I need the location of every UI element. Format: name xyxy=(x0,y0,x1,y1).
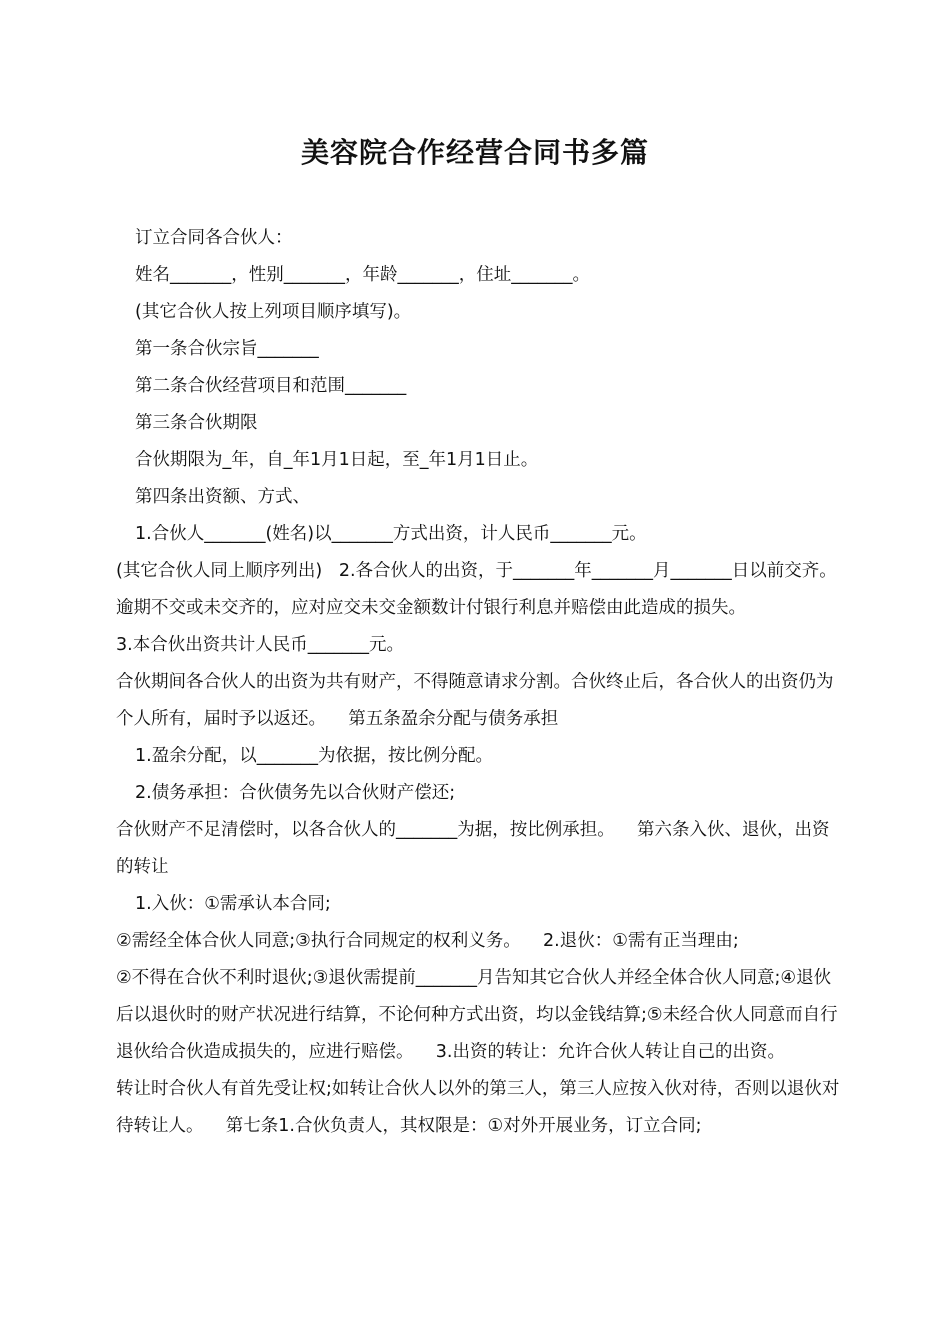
paragraph: 姓名_______，性别_______，年龄_______，住址_______。 xyxy=(135,265,590,285)
paragraph: 转让时合伙人有首先受让权;如转让合伙人以外的第三人，第三人应按入伙对待，否则以退伙对待转让人。 第七条1.合伙负责人，其权限是：①对外开展业务，订立合同; xyxy=(116,1079,840,1136)
paragraph: 1.入伙：①需承认本合同; xyxy=(135,894,331,914)
paragraph: 合伙财产不足清偿时，以各合伙人的_______为据，按比例承担。 第六条入伙、退伙，出资的转让 xyxy=(116,820,830,877)
paragraph: 1.盈余分配，以_______为依据，按比例分配。 xyxy=(135,746,493,766)
paragraph: 第三条合伙期限 xyxy=(135,413,258,433)
paragraph: ②需经全体合伙人同意;③执行合同规定的权利义务。 2.退伙：①需有正当理由; xyxy=(116,931,739,951)
paragraph: 3.本合伙出资共计人民币_______元。 xyxy=(116,635,404,655)
paragraph: (其它合伙人按上列项目顺序填写)。 xyxy=(135,302,412,322)
document-title: 美容院合作经营合同书多篇 xyxy=(300,136,649,169)
paragraph: 1.合伙人_______(姓名)以_______方式出资，计人民币_______元。 xyxy=(135,524,647,544)
paragraph: 第一条合伙宗旨_______ xyxy=(135,339,319,359)
paragraph: 第四条出资额、方式、 xyxy=(135,487,310,507)
paragraph: 合伙期间各合伙人的出资为共有财产，不得随意请求分割。合伙终止后，各合伙人的出资仍为个人所有，届时予以返还。 第五条盈余分配与债务承担 xyxy=(116,672,834,729)
paragraph: ②不得在合伙不利时退伙;③退伙需提前_______月告知其它合伙人并经全体合伙人同意;④退伙后以退伙时的财产状况进行结算，不论何种方式出资，均以金钱结算;⑤未经合伙人同意而自行退伙给合伙造成损失的，应进行赔偿。 3.出资的转让：允许合伙人转让自己的出资。 xyxy=(116,968,838,1062)
paragraph: 逾期不交或未交齐的，应对应交未交金额数计付银行利息并赔偿由此造成的损失。 xyxy=(116,598,746,618)
paragraph: 第二条合伙经营项目和范围_______ xyxy=(135,376,407,396)
paragraph: 2.债务承担：合伙债务先以合伙财产偿还; xyxy=(135,783,456,803)
paragraph: 订立合同各合伙人： xyxy=(135,228,293,248)
document-body xyxy=(116,220,840,1145)
paragraph: (其它合伙人同上顺序列出) 2.各合伙人的出资，于_______年_______月_______日以前交齐。 xyxy=(116,561,837,581)
paragraph: 合伙期限为_年，自_年1月1日起，至_年1月1日止。 xyxy=(135,450,539,470)
